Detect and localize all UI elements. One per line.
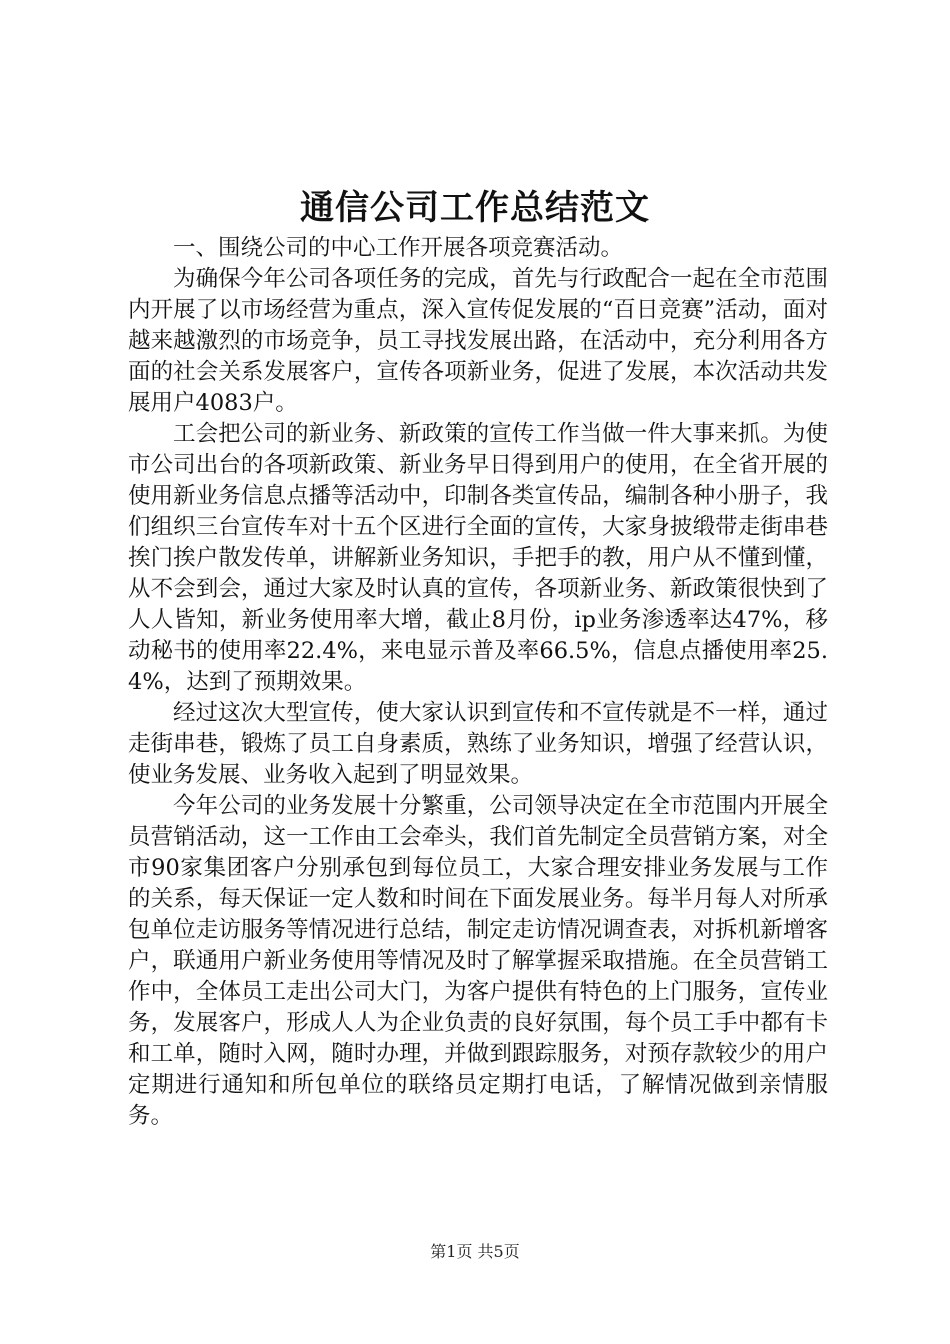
body-paragraph: 为确保今年公司各项任务的完成，首先与行政配合一起在全市范围内开展了以市场经营为重点，深入宣传促发展的“百日竞赛”活动，面对越来越激烈的市场竞争，员工寻找发展出路，在活动中，充分利用各方面的社会关系发展客户，宣传各项新业务，促进了发展，本次活动共发展用户4083户。 <box>128 266 828 416</box>
page-footer: 第1页 共5页 <box>430 1242 520 1261</box>
body-paragraph: 工会把公司的新业务、新政策的宣传工作当做一件大事来抓。为使市公司出台的各项新政策、新业务早日得到用户的使用，在全省开展的使用新业务信息点播等活动中，印制各类宣传品，编制各种小册子，我们组织三台宣传车对十五个区进行全面的宣传，大家身披缎带走街串巷挨门挨户散发传单，讲解新业务知识，手把手的教，用户从不懂到懂，从不会到会，通过大家及时认真的宣传，各项新业务、新政策很快到了人人皆知，新业务使用率大增，截止8月份，ip业务渗透率达47%，移动秘书的使用率22.4%，来电显示普及率66.5%，信息点播使用率25.4%，达到了预期效果。 <box>128 421 828 695</box>
document-body <box>128 233 828 1132</box>
document-title: 通信公司工作总结范文 <box>300 188 650 228</box>
section-heading: 一、围绕公司的中心工作开展各项竞赛活动。 <box>173 235 624 261</box>
body-paragraph: 经过这次大型宣传，使大家认识到宣传和不宣传就是不一样，通过走街串巷，锻炼了员工自身素质，熟练了业务知识，增强了经营认识，使业务发展、业务收入起到了明显效果。 <box>128 700 828 788</box>
body-paragraph: 今年公司的业务发展十分繁重，公司领导决定在全市范围内开展全员营销活动，这一工作由工会牵头，我们首先制定全员营销方案，对全市90家集团客户分别承包到每位员工，大家合理安排业务发展与工作的关系，每天保证一定人数和时间在下面发展业务。每半月每人对所承包单位走访服务等情况进行总结，制定走访情况调查表，对拆机新增客户，联通用户新业务使用等情况及时了解掌握采取措施。在全员营销工作中，全体员工走出公司大门，为客户提供有特色的上门服务，宣传业务，发展客户，形成人人为企业负责的良好氛围，每个员工手中都有卡和工单，随时入网，随时办理，并做到跟踪服务，对预存款较少的用户定期进行通知和所包单位的联络员定期打电话，了解情况做到亲情服务。 <box>128 793 828 1129</box>
